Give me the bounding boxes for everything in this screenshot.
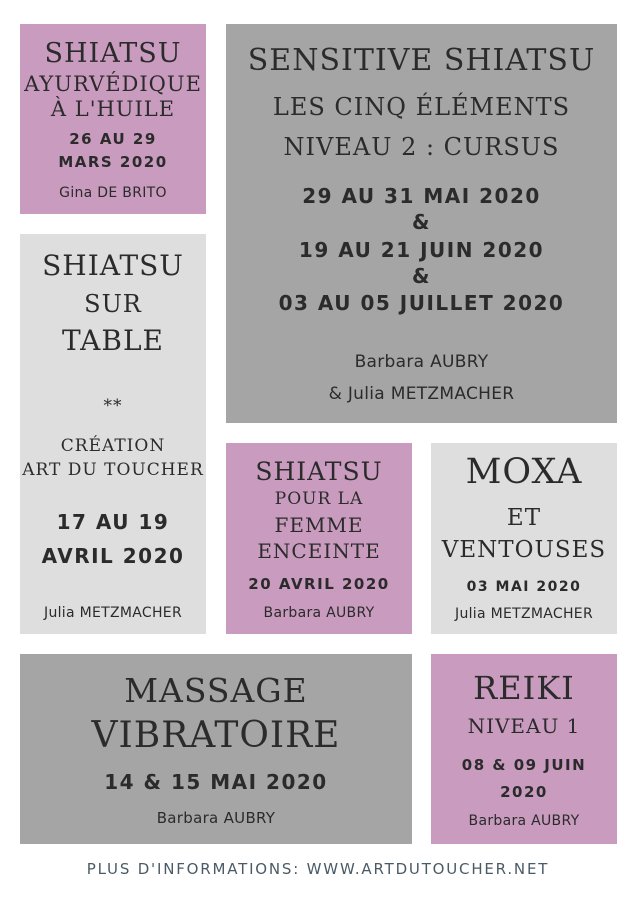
card-subtitle: NIVEAU 1	[467, 714, 581, 738]
card-date: 03 MAI 2020	[466, 579, 582, 595]
card-instructor: Barbara AUBRY	[468, 813, 580, 829]
card-date: 26 AU 29	[69, 130, 157, 148]
card-date: 20 AVRIL 2020	[248, 575, 390, 593]
card-subtitle: À L'HUILE	[50, 97, 176, 121]
card-stars: **	[103, 396, 123, 416]
card-title: SUR	[84, 290, 142, 318]
card-instructor: Barbara AUBRY	[263, 605, 375, 621]
card-title: REIKI	[473, 669, 575, 707]
card-title: MASSAGE	[124, 671, 308, 710]
card-title: SHIATSU	[42, 249, 184, 282]
card-date: 17 AU 19	[56, 510, 170, 534]
card-title: TABLE	[62, 324, 164, 357]
card-instructor: Julia METZMACHER	[455, 606, 593, 622]
card-subtitle: VENTOUSES	[441, 537, 607, 563]
card-subtitle: POUR LA	[274, 489, 364, 509]
event-card-shiatsu-femme-enceinte	[226, 443, 412, 634]
event-card-moxa	[431, 443, 617, 634]
card-title: SHIATSU	[44, 38, 182, 69]
event-card-sensitive-shiatsu	[226, 24, 617, 423]
card-subtitle: LES CINQ ÉLÉMENTS	[272, 93, 571, 121]
card-date: 2020	[500, 783, 548, 801]
card-instructor: Barbara AUBRY	[354, 352, 489, 372]
card-instructor: Julia METZMACHER	[44, 605, 182, 621]
card-title: SHIATSU	[255, 457, 383, 486]
card-instructor: & Julia METZMACHER	[328, 384, 515, 404]
card-subtitle: ET	[506, 505, 542, 531]
card-subtitle: NIVEAU 2 : CURSUS	[283, 133, 560, 161]
card-date: 08 & 09 JUIN	[461, 756, 587, 774]
card-date: 14 & 15 MAI 2020	[104, 770, 328, 794]
card-title: VIBRATOIRE	[91, 715, 341, 756]
card-subtitle: ENCEINTE	[257, 539, 381, 563]
card-subtitle: AYURVÉDIQUE	[24, 72, 202, 96]
card-date-separator: &	[412, 210, 431, 234]
card-date: 03 AU 05 JUILLET 2020	[278, 291, 565, 315]
card-note: CRÉATION	[60, 436, 166, 456]
card-date: 19 AU 21 JUIN 2020	[298, 238, 545, 262]
event-card-massage-vibratoire	[20, 654, 412, 844]
event-card-shiatsu-ayurvedique	[20, 24, 206, 214]
card-date: AVRIL 2020	[41, 544, 185, 568]
event-card-shiatsu-sur-table	[20, 234, 206, 634]
event-card-reiki	[431, 654, 617, 844]
card-subtitle: FEMME	[274, 513, 364, 537]
card-date: 29 AU 31 MAI 2020	[302, 184, 541, 208]
card-title: MOXA	[465, 452, 583, 492]
card-instructor: Gina DE BRITO	[59, 185, 167, 201]
card-title: SENSITIVE SHIATSU	[247, 43, 596, 78]
card-instructor: Barbara AUBRY	[156, 809, 276, 827]
card-date: MARS 2020	[58, 153, 168, 171]
footer-website-link[interactable]: PLUS D'INFORMATIONS: WWW.ARTDUTOUCHER.NET	[86, 860, 550, 878]
card-date-separator: &	[412, 264, 431, 288]
card-note: ART DU TOUCHER	[22, 460, 204, 480]
